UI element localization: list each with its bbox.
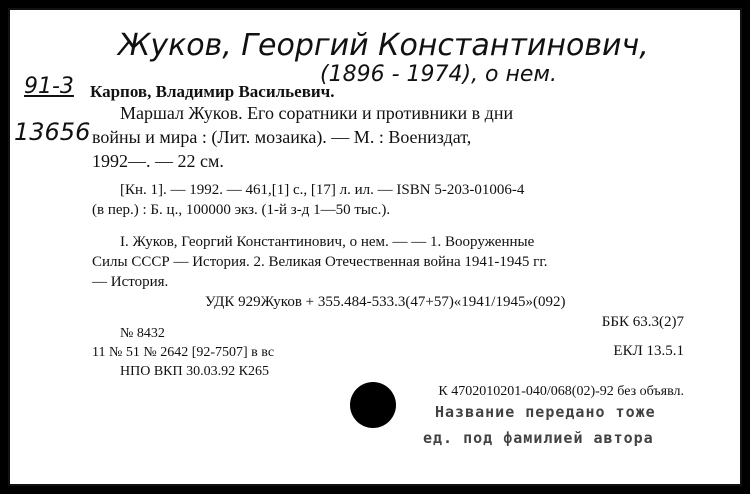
print-info-line: 11 № 51 № 2642 [92-7507] в вс (92, 345, 275, 360)
registration-number: № 8432 (120, 326, 165, 341)
udk-code: УДК 929Жуков + 355.484-533.3(47+57)«1941/1945»(092) (205, 294, 566, 310)
volume-line-1: [Кн. 1]. — 1992. — 461,[1] с., [17] л. ил. — ISBN 5-203-01006-4 (120, 182, 525, 198)
handwritten-code-top: 91-3 (24, 74, 74, 99)
stamp-line-2: ед. под фамилией автора (423, 429, 654, 447)
stamp-line-1: Название передано тоже (435, 403, 656, 421)
subjects-line-2: Силы СССР — История. 2. Великая Отечественная война 1941-1945 гг. (92, 254, 548, 270)
handwritten-code-bottom: 13656 (14, 118, 91, 146)
author-heading: Карпов, Владимир Васильевич. (90, 82, 335, 101)
punch-hole (350, 382, 396, 428)
bbk-code: ББК 63.3(2)7 (601, 314, 684, 330)
npo-line: НПО ВКП 30.03.92 К265 (120, 364, 269, 379)
ekl-code: ЕКЛ 13.5.1 (613, 343, 684, 359)
subjects-line-1: I. Жуков, Георгий Константинович, о нем. — — 1. Вооруженные (120, 234, 535, 250)
title-line-2: войны и мира : (Лит. мозаика). — М. : Воениздат, (92, 127, 472, 147)
handwritten-subject-line1: Жуков, Георгий Константинович, (118, 28, 649, 63)
handwritten-subject-line2: (1896 - 1974), о нем. (320, 62, 558, 87)
subjects-line-3: — История. (92, 274, 169, 290)
title-line-3: 1992—. — 22 см. (92, 151, 224, 171)
publisher-code: К 4702010201-040/068(02)-92 без объявл. (438, 384, 684, 399)
catalog-card (8, 8, 742, 486)
volume-line-2: (в пер.) : Б. ц., 100000 экз. (1-й з-д 1—50 тыс.). (92, 202, 391, 218)
title-line-1: Маршал Жуков. Его соратники и противники в дни (120, 103, 514, 123)
